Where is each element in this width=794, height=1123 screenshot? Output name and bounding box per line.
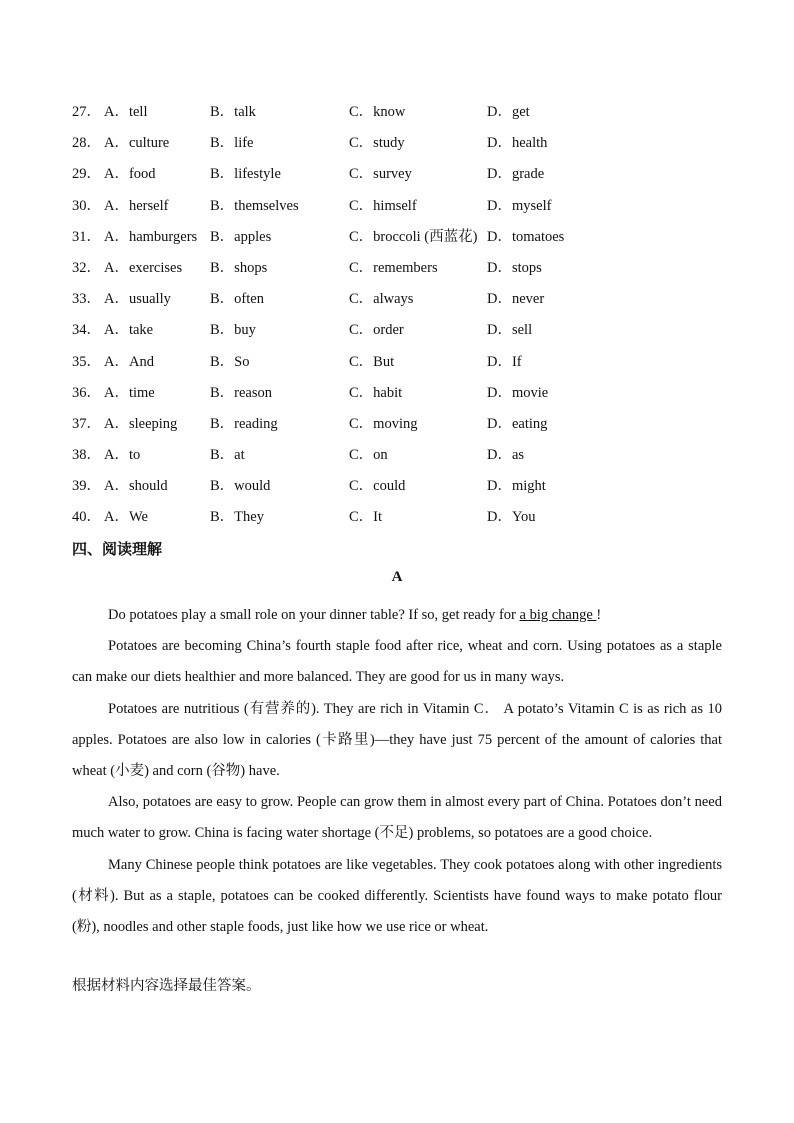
option-c: C．But [349,353,395,370]
option-c: C．habit [349,384,403,401]
question-number: 38． [72,447,101,464]
option-d: D．sell [487,322,533,339]
option-a: A．And [104,353,154,370]
option-b: B．at [210,447,245,464]
question-row-37 [72,413,752,444]
option-a: A．time [104,384,155,401]
question-number: 27． [72,104,101,120]
option-c: C．broccoli (西蓝花) [349,228,478,245]
option-d: D．never [487,291,545,308]
question-row-29 [72,163,752,194]
option-b: B．reading [210,415,278,432]
option-a: A．food [104,166,156,183]
option-a: A．hamburgers [104,228,198,245]
question-row-35 [72,351,752,382]
question-row-28 [72,132,752,163]
option-c: C．always [349,291,414,308]
option-b: B．reason [210,384,273,401]
option-c: C．order [349,322,404,339]
paragraph-2: Potatoes are becoming China’s fourth staple food after rice, wheat and corn. Using potatoes as a staple can make our diets healthier and more balanced. They are good for us in many ways. [72,638,722,686]
option-d: D．stops [487,259,542,276]
option-d: D．eating [487,415,548,432]
option-d: D．movie [487,384,549,401]
option-a: A．should [104,478,168,495]
option-c: C．study [349,135,405,152]
paragraph-4: Also, potatoes are easy to grow. People can grow them in almost every part of China. Potatoes don’t need much water to grow. China is facing water shortage (不足) problems, so potatoes are a good choice. [72,794,722,842]
option-d: D．tomatoes [487,228,565,245]
option-d: D．get [487,104,530,120]
paragraph-1 [72,600,722,631]
question-row-36 [72,382,752,413]
option-a: A．usually [104,291,171,308]
question-instruction: 根据材料内容选择最佳答案。 [72,978,261,994]
option-d: D．as [487,447,525,464]
question-row-30 [72,195,752,226]
passage-label: A [391,569,403,585]
option-b: B．shops [210,259,268,276]
option-b: B．talk [210,104,256,120]
option-b: B．buy [210,322,256,339]
question-row-39 [72,475,752,506]
option-b: B．apples [210,228,272,245]
answer-options-list [72,101,752,538]
option-a: A．culture [104,135,170,152]
paragraph-3: Potatoes are nutritious (有营养的). They are rich in Vitamin C． A potato’s Vitamin C is as rich as 10 apples. Potatoes are also low in calories (卡路里)—they have just 75 percent of the amount of calories that wheat (小麦) and corn (谷物) have. [72,700,722,780]
question-number: 32． [72,259,101,276]
option-c: C．could [349,478,406,495]
option-c: C．himself [349,197,417,214]
option-d: D．grade [487,166,545,183]
question-number: 34． [72,322,101,339]
option-c: C．It [349,509,383,526]
question-row-33 [72,288,752,319]
question-number: 36． [72,384,101,401]
option-a: A．exercises [104,259,183,276]
section-title: 四、阅读理解 [72,540,163,558]
option-a: A．herself [104,197,169,214]
option-c: C．survey [349,166,412,183]
option-d: D．You [487,509,536,526]
question-row-38 [72,444,752,475]
paragraph-5: Many Chinese people think potatoes are like vegetables. They cook potatoes along with other ingredients (材料). But as a staple, potatoes can be cooked differently. Scientists have found ways to make potato flour (粉), noodles and other staple foods, just like how we use rice or wheat. [72,856,722,936]
question-number: 39． [72,478,101,495]
option-b: B．They [210,509,264,526]
option-c: C．on [349,447,388,464]
option-b: B．So [210,353,250,370]
option-c: C．moving [349,415,418,432]
paragraph-1-end: ! [596,607,602,623]
option-a: A．sleeping [104,415,178,432]
question-number: 31． [72,228,101,245]
option-b: B．would [210,478,271,495]
question-number: 30． [72,197,101,214]
option-b: B．themselves [210,197,299,214]
option-b: B．lifestyle [210,166,281,183]
reading-passage [72,600,722,943]
underlined-phrase: a big change [519,607,597,623]
question-number: 35． [72,353,101,370]
question-row-34 [72,319,752,350]
question-row-27 [72,101,752,132]
question-row-32 [72,257,752,288]
option-c: C．know [349,104,406,120]
question-number: 33． [72,291,101,308]
option-a: A．to [104,447,141,464]
question-row-31 [72,226,752,257]
option-a: A．tell [104,104,148,120]
option-b: B．life [210,135,254,152]
option-a: A．We [104,509,148,526]
question-number: 37． [72,415,101,432]
question-number: 28． [72,135,101,152]
option-d: D．health [487,135,548,152]
question-row-40 [72,506,752,537]
option-d: D．myself [487,197,552,214]
option-d: D．If [487,353,522,370]
option-b: B．often [210,291,264,308]
question-number: 40． [72,509,101,526]
option-a: A．take [104,322,154,339]
paragraph-1-text: Do potatoes play a small role on your dinner table? If so, get ready for [108,607,520,623]
option-d: D．might [487,478,546,495]
option-c: C．remembers [349,259,438,276]
question-number: 29． [72,166,101,183]
